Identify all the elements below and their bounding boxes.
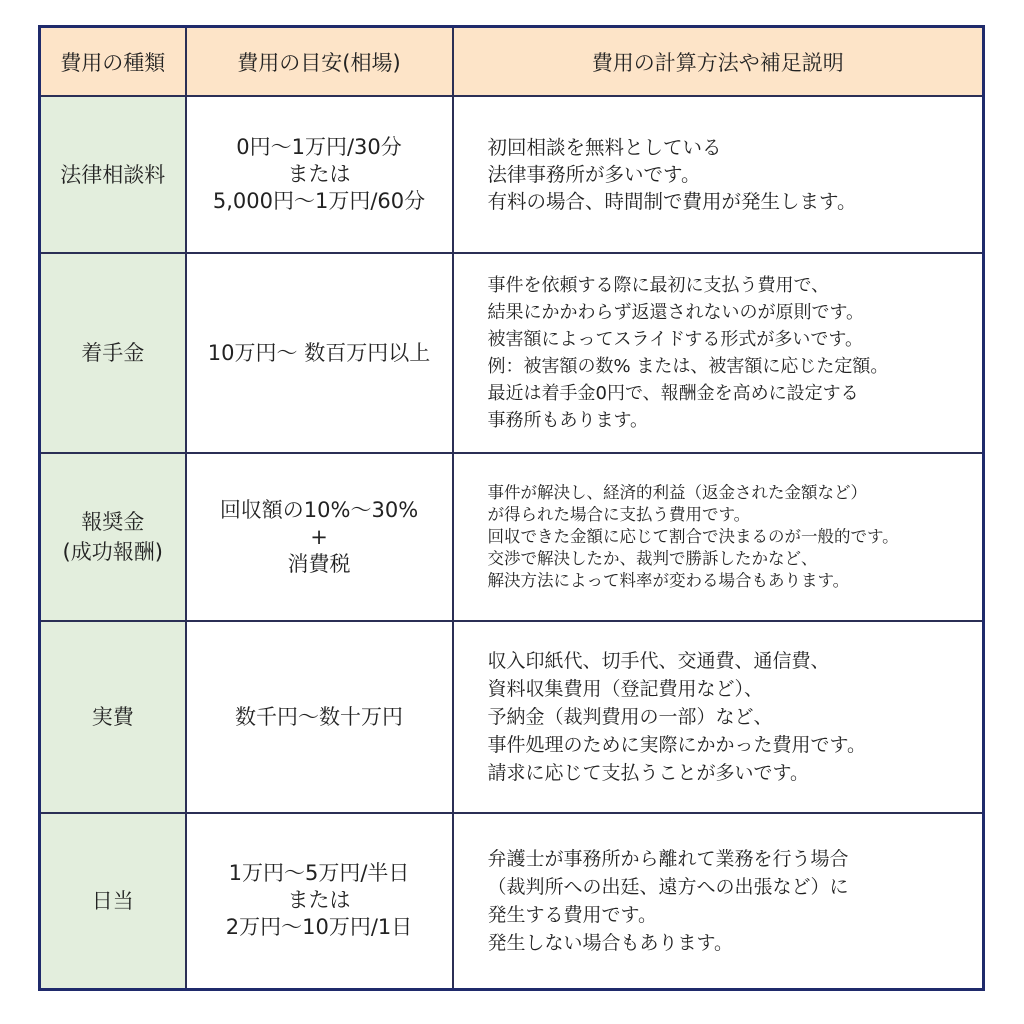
fee-note-text: 事件を依頼する際に最初に支払う費用で、: [487, 275, 830, 296]
header-fee-notes: 費用の計算方法や補足説明: [453, 27, 984, 97]
fee-range-text: 消費税: [287, 551, 351, 576]
fee-range-cell: [186, 621, 453, 813]
header-fee-range: 費用の目安(相場): [186, 27, 453, 97]
header-fee-type: 費用の種類: [40, 27, 186, 97]
fee-note-cell: [453, 253, 984, 453]
fee-range-cell: [186, 96, 453, 253]
table-row: [40, 453, 984, 621]
fee-range-text: または: [287, 162, 351, 186]
fee-note-text: が得られた場合に支払う費用です。: [487, 505, 751, 524]
fee-note-text: 事件が解決し、経済的利益（返金された金額など）: [487, 483, 867, 502]
fee-note-text: 事件処理のために実際にかかった費用です。: [487, 734, 866, 756]
fee-note-text: 解決方法によって料率が変わる場合もあります。: [487, 571, 850, 590]
fee-type-cell: [40, 621, 186, 813]
fee-range-text: 1万円〜5万円/半日: [228, 861, 410, 886]
fee-range-text: +: [310, 524, 328, 549]
fee-type-text: 法律相談料: [60, 162, 166, 187]
fee-range-text: 回収額の10%〜30%: [219, 497, 419, 522]
fee-note-text: 資料収集費用（登記費用など）、: [487, 678, 764, 700]
fee-range-text: または: [287, 888, 351, 913]
fee-type-text: 実費: [91, 705, 134, 729]
fee-range-text: 0円〜1万円/30分: [236, 135, 402, 159]
fee-note-text: 最近は着手金0円で、報酬金を高めに設定する: [487, 383, 859, 404]
fee-range-text: 2万円〜10万円/1日: [225, 915, 413, 940]
fee-note-text: 請求に応じて支払うことが多いです。: [487, 762, 809, 784]
fee-type-cell: [40, 813, 186, 989]
fee-note-text: 交渉で解決したか、裁判で勝訴したかなど、: [487, 549, 818, 568]
fee-note-text: 発生しない場合もあります。: [487, 931, 733, 954]
fee-type-text: (成功報酬): [62, 540, 163, 564]
fee-note-text: 予納金（裁判費用の一部）など、: [487, 706, 773, 728]
fee-range-text: 5,000円〜1万円/60分: [212, 189, 426, 213]
table-row: [40, 813, 984, 989]
fee-type-text: 報奨金: [81, 510, 145, 534]
fee-type-text: 日当: [91, 888, 134, 913]
fee-note-cell: [453, 813, 984, 989]
fee-range-cell: [186, 453, 453, 621]
fee-note-text: 被害額によってスライドする形式が多いです。: [487, 329, 863, 350]
fee-type-text: 着手金: [81, 341, 145, 365]
fee-note-cell: [453, 453, 984, 621]
table-row: [40, 253, 984, 453]
fee-note-text: （裁判所への出廷、遠方への出張など）に: [487, 875, 849, 898]
fee-note-text: 回収できた金額に応じて割合で決まるのが一般的です。: [487, 527, 899, 546]
fee-note-text: 例：被害額の数% または、被害額に応じた定額。: [487, 356, 889, 377]
fee-note-text: 法律事務所が多いです。: [487, 163, 701, 186]
fee-note-text: 弁護士が事務所から離れて業務を行う場合: [487, 847, 849, 870]
table-row: [40, 96, 984, 253]
fee-type-cell: [40, 96, 186, 253]
fee-table: [38, 25, 985, 991]
fee-range-text: 数千円〜数十万円: [235, 704, 403, 729]
fee-note-text: 結果にかかわらず返還されないのが原則です。: [487, 302, 865, 323]
fee-note-text: 収入印紙代、切手代、交通費、通信費、: [487, 650, 830, 672]
fee-range-text: 10万円〜 数百万円以上: [207, 340, 431, 365]
fee-range-cell: [186, 813, 453, 989]
fee-note-text: 発生する費用です。: [487, 903, 657, 926]
fee-type-cell: [40, 453, 186, 621]
fee-note-cell: [453, 621, 984, 813]
fee-note-text: 初回相談を無料としている: [487, 136, 722, 159]
header-row: [40, 27, 984, 97]
fee-note-text: 有料の場合、時間制で費用が発生します。: [487, 190, 857, 213]
fee-type-cell: [40, 253, 186, 453]
table-row: [40, 621, 984, 813]
fee-note-text: 事務所もあります。: [487, 410, 649, 431]
fee-range-cell: [186, 253, 453, 453]
fee-note-cell: [453, 96, 984, 253]
